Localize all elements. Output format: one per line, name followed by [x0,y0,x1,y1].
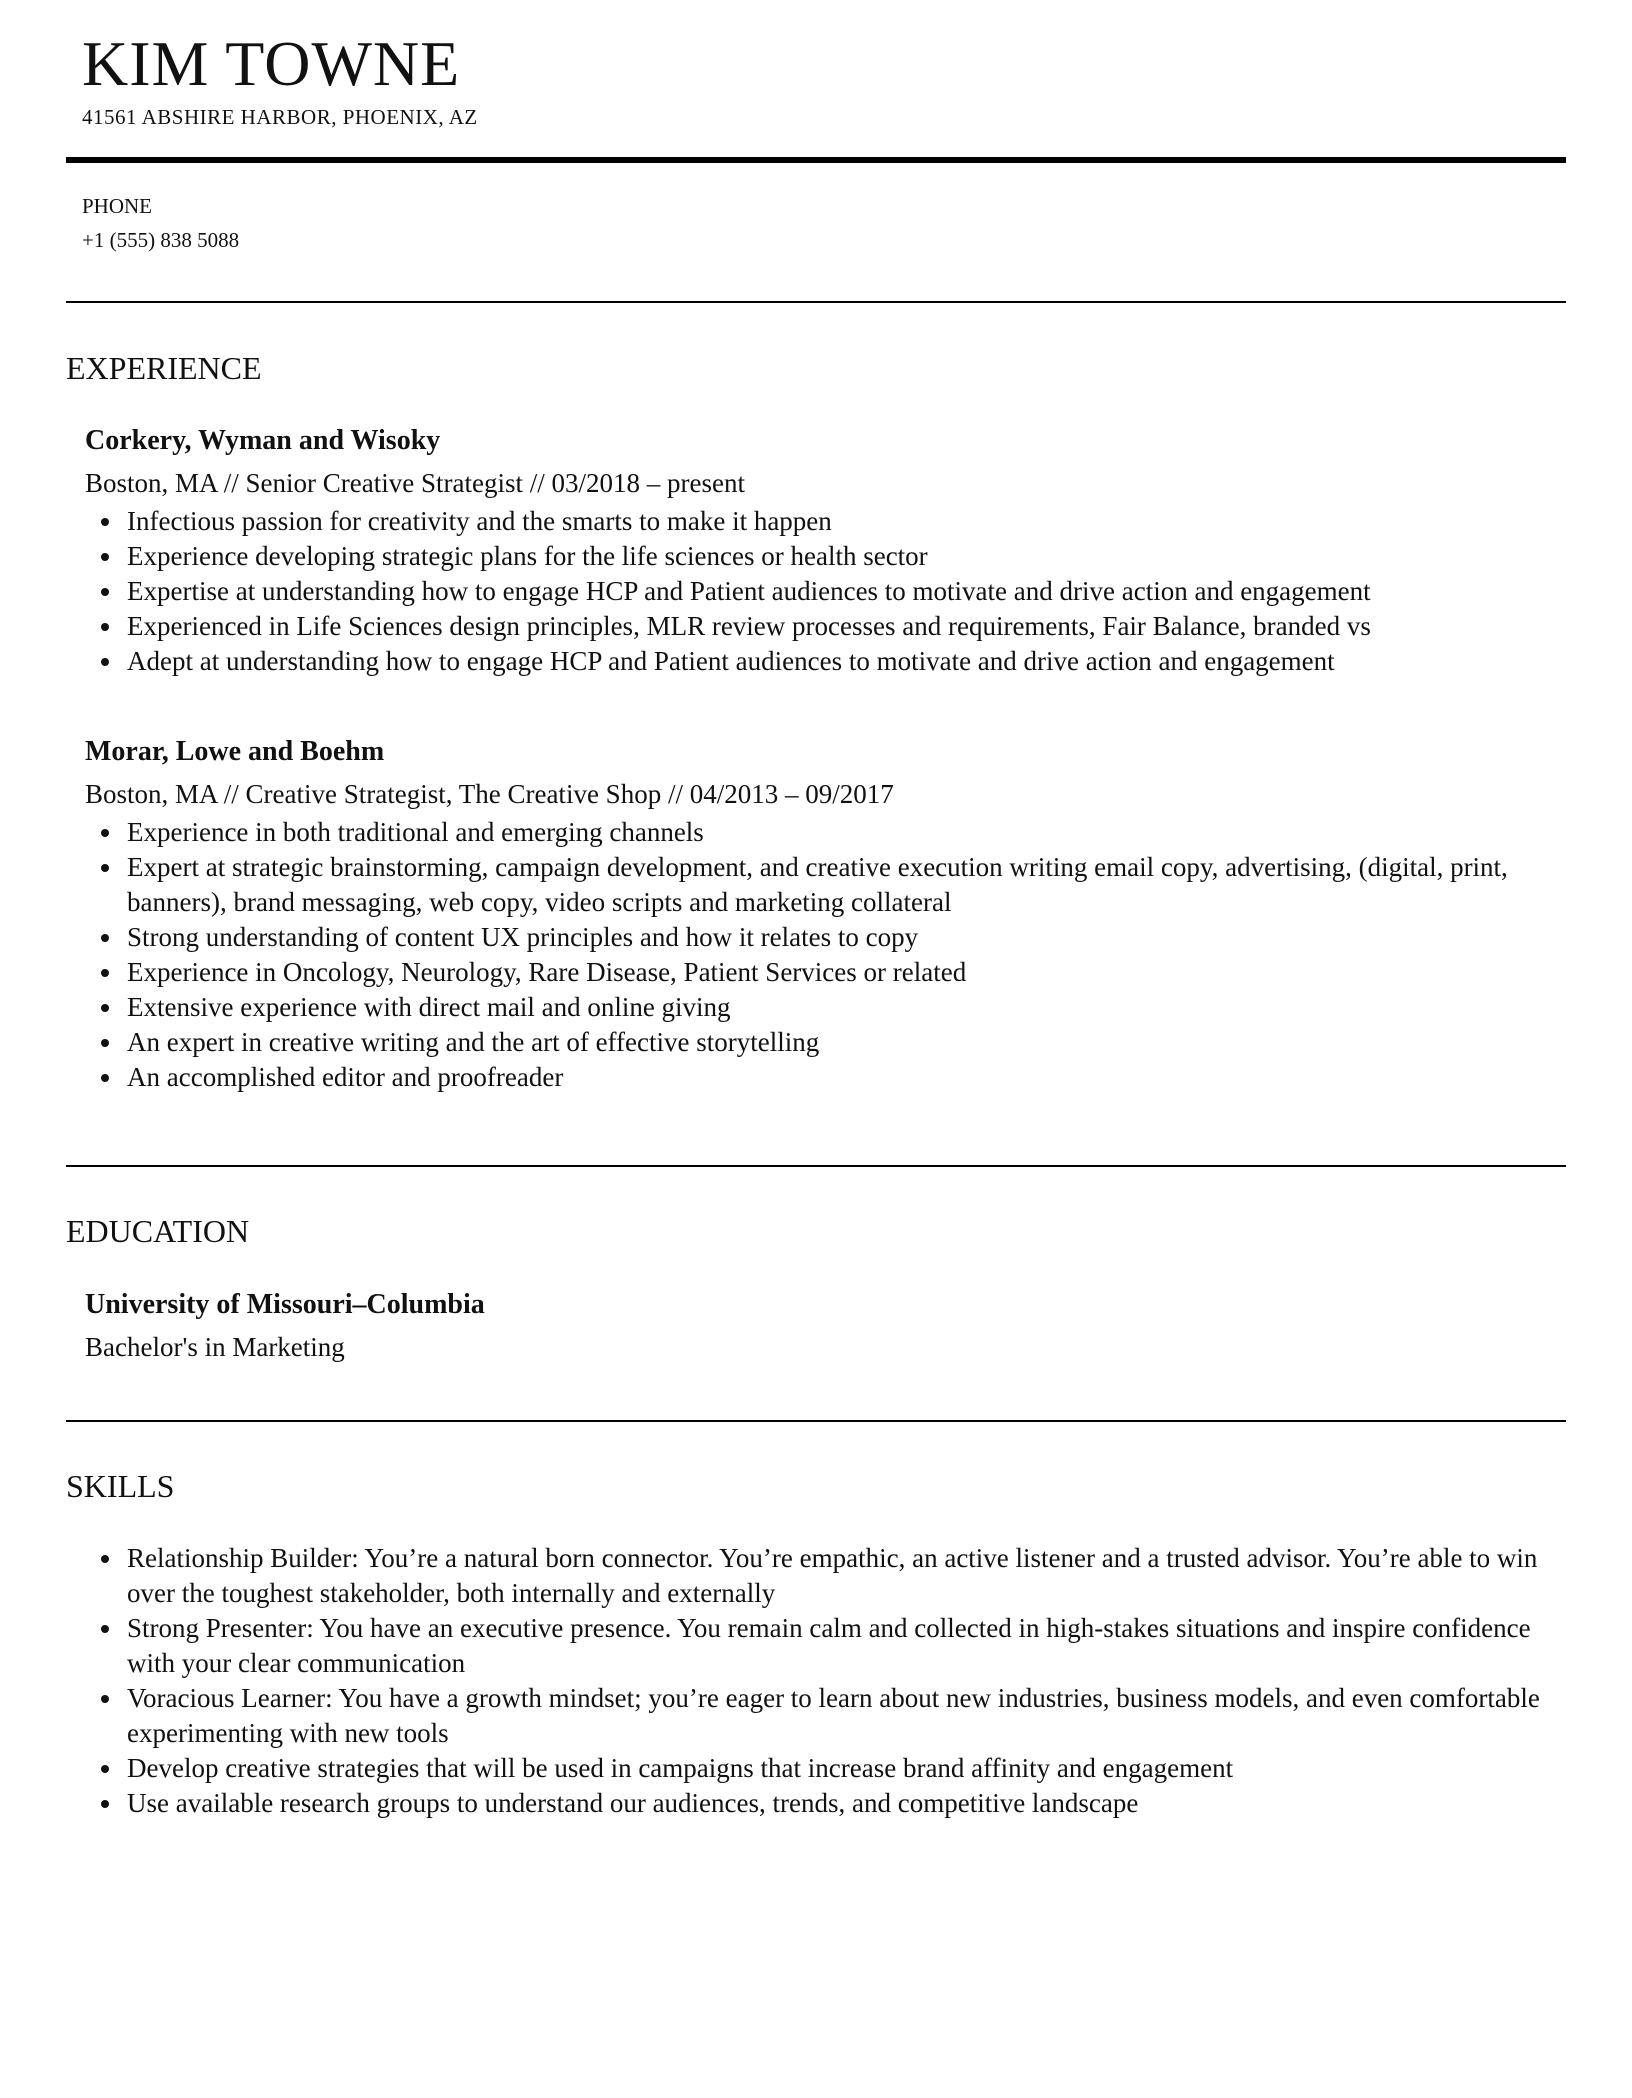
job-company: Morar, Lowe and Boehm [85,736,385,767]
bullet-item: Expertise at understanding how to engage HCP and Patient audiences to motivate and drive action and engagement [127,574,1555,609]
bullet-item: Expert at strategic brainstorming, campaign development, and creative execution writing email copy, advertising, (digital, print, banners), brand messaging, web copy, video scripts and marketing collateral [127,850,1555,920]
education-entry [85,1284,1555,1368]
skill-item: Voracious Learner: You have a growth mindset; you’re eager to learn about new industries, business models, and even comfortable experimenting with new tools [127,1681,1555,1751]
phone-label: PHONE [82,194,153,218]
bullet-item: An accomplished editor and proofreader [127,1060,1555,1095]
bullet-item: Extensive experience with direct mail and online giving [127,990,1555,1025]
job-bullets [85,504,1555,679]
skills-heading: SKILLS [66,1468,175,1504]
skills-list [85,1541,1555,1821]
skill-item: Strong Presenter: You have an executive presence. You remain calm and collected in high-stakes situations and inspire confidence with your clear communication [127,1611,1555,1681]
candidate-name: KIM TOWNE [82,28,461,99]
job-entry [85,731,1555,1095]
bullet-item: Experience developing strategic plans for the life sciences or health sector [127,539,1555,574]
bullet-item: An expert in creative writing and the art of effective storytelling [127,1025,1555,1060]
school-name: University of Missouri–Columbia [85,1289,485,1320]
section-divider [66,1165,1566,1167]
section-divider [66,1420,1566,1422]
experience-heading: EXPERIENCE [66,350,262,386]
bullet-item: Adept at understanding how to engage HCP and Patient audiences to motivate and drive action and engagement [127,644,1555,679]
education-heading: EDUCATION [66,1213,250,1249]
skills-entry [85,1541,1555,1821]
skill-item: Develop creative strategies that will be used in campaigns that increase brand affinity and engagement [127,1751,1555,1786]
degree: Bachelor's in Marketing [85,1332,345,1362]
header-divider [66,157,1566,163]
bullet-item: Experience in Oncology, Neurology, Rare Disease, Patient Services or related [127,955,1555,990]
skill-item: Relationship Builder: You’re a natural born connector. You’re empathic, an active listener and a trusted advisor. You’re able to win over the toughest stakeholder, both internally and externally [127,1541,1555,1611]
section-divider [66,301,1566,303]
bullet-item: Infectious passion for creativity and the smarts to make it happen [127,504,1555,539]
bullet-item: Experience in both traditional and emerging channels [127,815,1555,850]
phone-value: +1 (555) 838 5088 [82,228,240,252]
job-meta: Boston, MA // Senior Creative Strategist // 03/2018 – present [85,468,745,498]
bullet-item: Experienced in Life Sciences design principles, MLR review processes and requirements, Fair Balance, branded vs [127,609,1555,644]
job-entry [85,420,1555,679]
job-bullets [85,815,1555,1095]
candidate-address: 41561 ABSHIRE HARBOR, PHOENIX, AZ [82,105,478,129]
bullet-item: Strong understanding of content UX principles and how it relates to copy [127,920,1555,955]
job-company: Corkery, Wyman and Wisoky [85,425,441,456]
skill-item: Use available research groups to understand our audiences, trends, and competitive landscape [127,1786,1555,1821]
job-meta: Boston, MA // Creative Strategist, The Creative Shop // 04/2013 – 09/2017 [85,779,894,809]
